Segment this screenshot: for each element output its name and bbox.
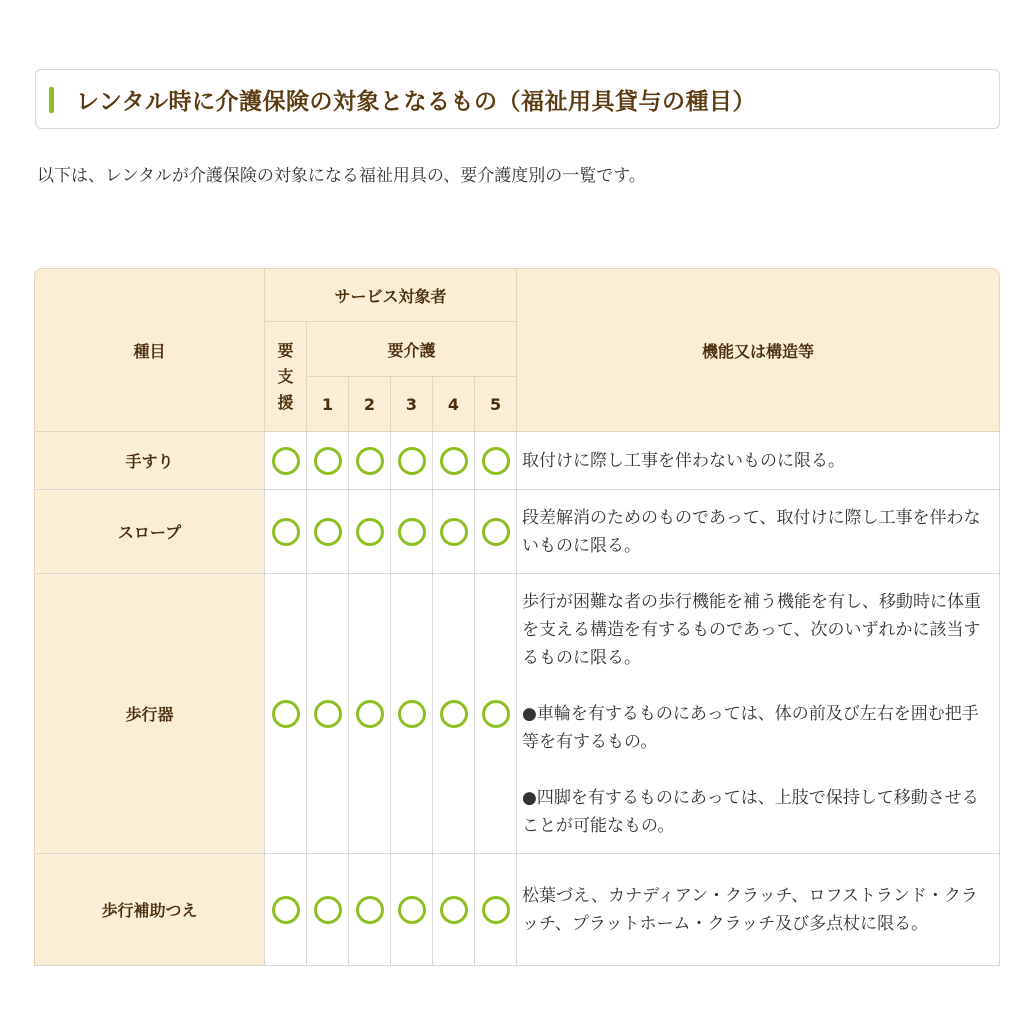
header-level-3: 3 [391, 377, 433, 432]
circle-mark-icon [356, 896, 384, 924]
header-support-char-3: 援 [277, 392, 294, 412]
row-item-name: スロープ [34, 490, 265, 574]
circle-mark-icon [398, 518, 426, 546]
row-item-name: 手すり [34, 432, 265, 490]
mark-cell-care-5 [475, 574, 517, 854]
mark-cell-care-4 [433, 490, 475, 574]
header-service-target: サービス対象者 [265, 268, 517, 322]
circle-mark-icon [272, 896, 300, 924]
header-support-char-1: 要 [277, 340, 294, 360]
row-description [517, 432, 1000, 490]
circle-mark-icon [398, 447, 426, 475]
header-level-4: 4 [433, 377, 475, 432]
mark-cell-care-2 [349, 574, 391, 854]
mark-cell-care-1 [307, 490, 349, 574]
description-paragraph: 取付けに際し工事を伴わないものに限る。 [522, 450, 846, 471]
circle-mark-icon [482, 700, 510, 728]
mark-cell-care-2 [349, 490, 391, 574]
circle-mark-icon [482, 447, 510, 475]
description-paragraph: ●車輪を有するものにあっては、体の前及び左右を囲む把手等を有するもの。 [522, 703, 979, 752]
circle-mark-icon [314, 896, 342, 924]
mark-cell-care-4 [433, 574, 475, 854]
mark-cell-care-1 [307, 854, 349, 966]
description-paragraph: ●四脚を有するものにあっては、上肢で保持して移動させることが可能なもの。 [522, 787, 979, 836]
row-description [517, 490, 1000, 574]
mark-cell-care-4 [433, 432, 475, 490]
row-item-name: 歩行補助つえ [34, 854, 265, 966]
circle-mark-icon [356, 700, 384, 728]
circle-mark-icon [314, 447, 342, 475]
mark-cell-care-3 [391, 490, 433, 574]
description-paragraph: 松葉づえ、カナディアン・クラッチ、ロフストランド・クラッチ、プラットホーム・クラッチ及び多点杖に限る。 [522, 885, 978, 934]
circle-mark-icon [356, 447, 384, 475]
mark-cell-care-3 [391, 432, 433, 490]
header-support [265, 322, 307, 432]
header-level-2: 2 [349, 377, 391, 432]
table-row [34, 854, 1000, 966]
header-level-5: 5 [475, 377, 517, 432]
mark-cell-care-2 [349, 854, 391, 966]
header-function: 機能又は構造等 [517, 268, 1000, 432]
mark-cell-care-3 [391, 574, 433, 854]
circle-mark-icon [440, 896, 468, 924]
rental-items-table-wrapper [34, 268, 1000, 966]
circle-mark-icon [272, 518, 300, 546]
row-item-name: 歩行器 [34, 574, 265, 854]
mark-cell-care-4 [433, 854, 475, 966]
rental-items-table [34, 268, 1000, 966]
header-item: 種目 [34, 268, 265, 432]
circle-mark-icon [440, 700, 468, 728]
mark-cell-support [265, 574, 307, 854]
mark-cell-support [265, 490, 307, 574]
mark-cell-support [265, 854, 307, 966]
circle-mark-icon [272, 700, 300, 728]
header-care: 要介護 [307, 322, 517, 377]
mark-cell-care-1 [307, 574, 349, 854]
circle-mark-icon [314, 518, 342, 546]
section-heading [35, 69, 1000, 129]
circle-mark-icon [482, 518, 510, 546]
mark-cell-care-3 [391, 854, 433, 966]
row-description [517, 854, 1000, 966]
mark-cell-care-1 [307, 432, 349, 490]
header-support-char-2: 支 [277, 366, 294, 386]
circle-mark-icon [398, 700, 426, 728]
description-paragraph: 歩行が困難な者の歩行機能を補う機能を有し、移動時に体重を支える構造を有するものであって、次のいずれかに該当するものに限る。 [522, 591, 982, 668]
circle-mark-icon [440, 518, 468, 546]
row-description [517, 574, 1000, 854]
header-level-1: 1 [307, 377, 349, 432]
table-row [34, 490, 1000, 574]
circle-mark-icon [356, 518, 384, 546]
table-row [34, 574, 1000, 854]
mark-cell-care-2 [349, 432, 391, 490]
description-paragraph: 段差解消のためのものであって、取付けに際し工事を伴わないものに限る。 [522, 507, 981, 556]
table-row [34, 432, 1000, 490]
circle-mark-icon [440, 447, 468, 475]
circle-mark-icon [314, 700, 342, 728]
mark-cell-care-5 [475, 432, 517, 490]
circle-mark-icon [272, 447, 300, 475]
section-title: レンタル時に介護保険の対象となるもの（福祉用具貸与の種目） [76, 89, 757, 115]
circle-mark-icon [398, 896, 426, 924]
mark-cell-care-5 [475, 490, 517, 574]
mark-cell-care-5 [475, 854, 517, 966]
table-body [34, 432, 1000, 966]
heading-accent-bar [49, 87, 54, 113]
mark-cell-support [265, 432, 307, 490]
intro-text: 以下は、レンタルが介護保険の対象になる福祉用具の、要介護度別の一覧です。 [37, 166, 646, 186]
circle-mark-icon [482, 896, 510, 924]
